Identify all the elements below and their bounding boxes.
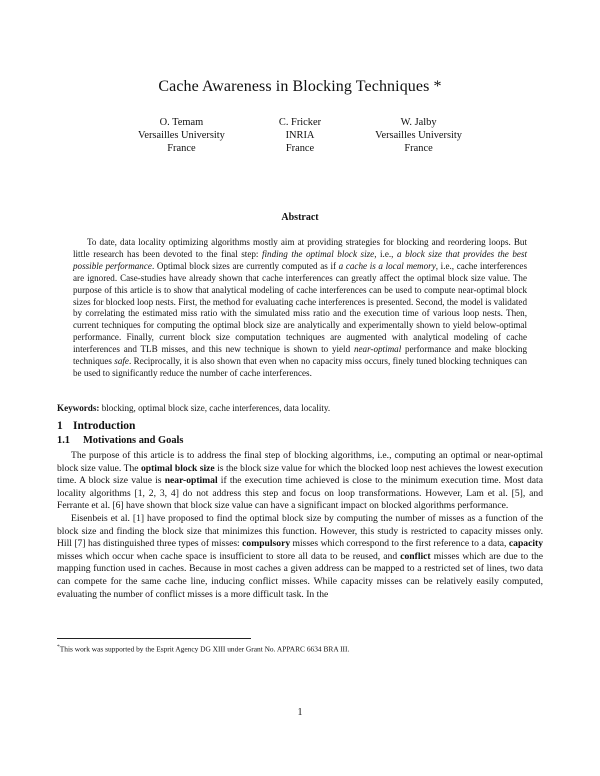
abstract-heading: Abstract [281, 212, 319, 223]
keywords-label: Keywords: [57, 403, 100, 413]
section-heading [57, 420, 135, 432]
footnote-rule [57, 638, 251, 639]
footnote-mark: * [57, 644, 60, 650]
abstract-text: To date, data locality optimizing algorithms mostly aim at providing strategies for blocking and reordering loops. But little research has been devoted to the final step: finding the optimal block size, i.e., a block size that provides the best possible performance. Optimal block sizes are currently computed as if a cache is a local memory, i.e., cache interferences are ignored. Case-studies have already shown that cache interferences can greatly affect the optimal block size value. The purpose of this article is to show that analytical modeling of cache interferences can be used to compute near-optimal block sizes for blocked loop nests. First, the method for evaluating cache interferences is presented. Second, the model is validated by correlating the estimated miss ratio with the simulated miss ratio and the execution time of various loop nests. Then, current techniques for computing the optimal block size are analytically and experimentally shown to yield below-optimal performance. Finally, current block size computation techniques are augmented with analytical modeling of cache interferences and TLB misses, and this new technique is shown to yield near-optimal performance and make blocking techniques safe. Reciprocally, it is also shown that even when no capacity miss occurs, finely tuned blocking techniques can be used to significantly reduce the number of cache interferences. [73, 237, 528, 378]
section-title: Introduction [73, 420, 136, 432]
author-name: W. Jalby [400, 117, 437, 128]
subsection-title: Motivations and Goals [83, 435, 184, 446]
author-country: France [167, 143, 196, 154]
body-text [57, 450, 543, 601]
section-number: 1 [57, 420, 63, 432]
subsection-number: 1.1 [57, 435, 70, 446]
paragraph-1: The purpose of this article is to address the final step of blocking algorithms, i.e., computing an optimal or near-optimal block size value. The optimal block size is the block size value for which the blocked loop nest achieves the lowest execution time. A block size value is near-optimal if the execution time achieved is close to the minimum execution time. Most data locality algorithms [1, 2, 3, 4] do not address this step and focus on loop transformations. However, Lam et al. [5], and Ferrante et al. [6] have shown that block size value can have a significant impact on blocked algorithms performance. [57, 450, 543, 512]
author-affiliation: Versailles University [138, 130, 225, 141]
author-affiliation: Versailles University [375, 130, 462, 141]
author-list [138, 116, 462, 155]
author-country: France [404, 143, 433, 154]
author-name: C. Fricker [278, 117, 322, 128]
keywords-list: blocking, optimal block size, cache interferences, data locality. [99, 403, 331, 413]
footnote [57, 643, 543, 653]
keywords [57, 402, 543, 414]
author-3 [375, 116, 462, 155]
author-name: O. Temam [159, 117, 204, 128]
author-2 [279, 116, 321, 155]
author-1 [138, 116, 225, 155]
page-number: 1 [297, 707, 303, 718]
paper-title: Cache Awareness in Blocking Techniques * [158, 78, 442, 95]
author-country: France [285, 143, 315, 154]
subsection-heading [57, 435, 183, 446]
footnote-text: This work was supported by the Esprit Agency DG XIII under Grant No. APPARC 6634 BRA III. [59, 644, 350, 654]
paragraph-2: Eisenbeis et al. [1] have proposed to find the optimal block size by computing the number of misses as a function of the block size and finding the block size that minimizes this function. However, this study is restricted to capacity misses only. Hill [7] has distinguished three types of misses: compulsory misses which correspond to the first reference to a data, capacity misses which occur when cache space is insufficient to store all data to be reused, and conflict misses which are due to the mapping function used in caches. Because in most caches a given address can be mapped to a restricted set of lines, two data can compete for the same cache line, inducing conflict misses. While capacity misses can be relatively easily computed, evaluating the number of conflict misses is a more difficult task. In the [57, 512, 543, 600]
author-affiliation: INRIA [285, 130, 315, 141]
